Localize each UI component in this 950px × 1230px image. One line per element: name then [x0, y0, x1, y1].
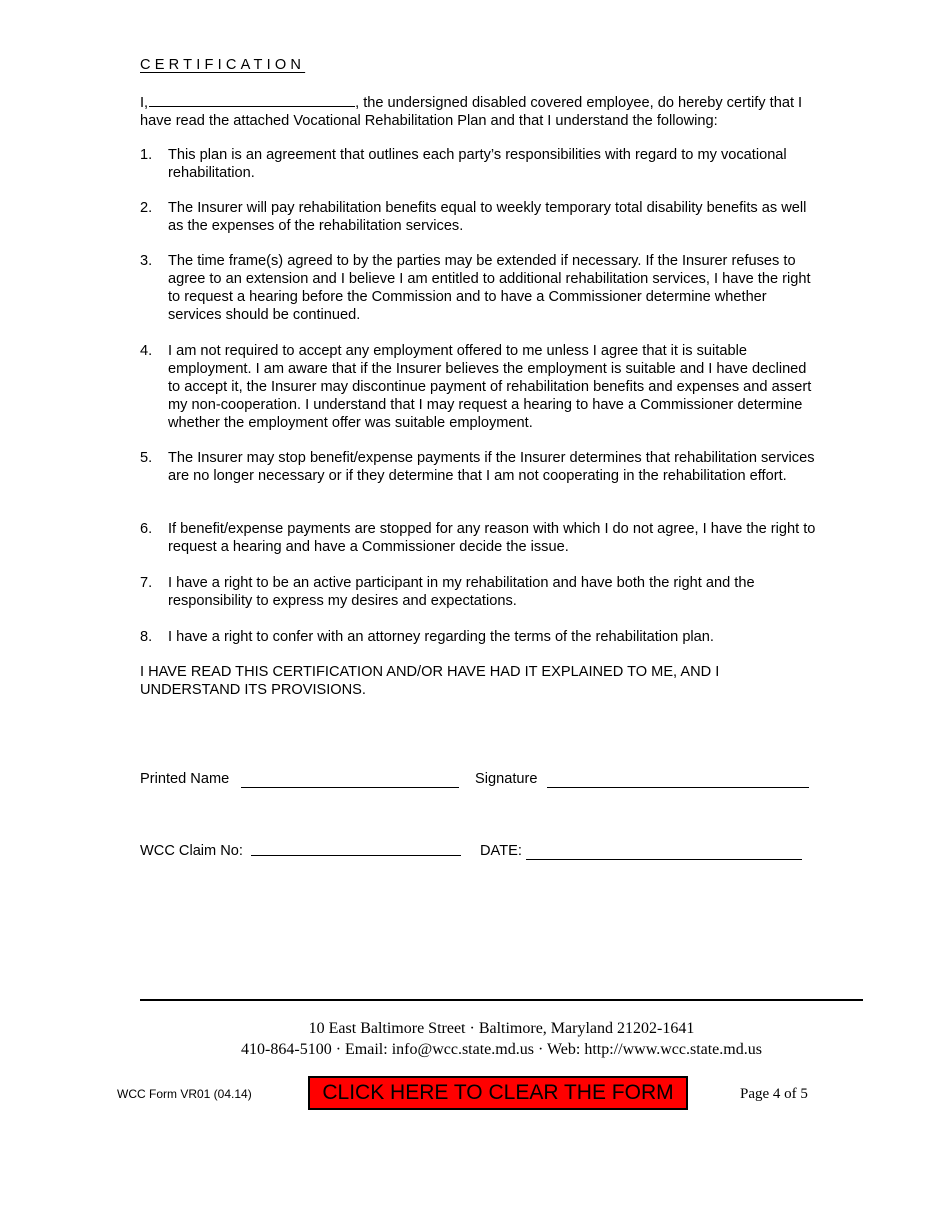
footer-contact: 410-864-5100 · Email: info@wcc.state.md.us · Web: http://www.wcc.state.md.us [241, 1041, 762, 1058]
footer-divider [140, 999, 863, 1001]
acknowledgement: I HAVE READ THIS CERTIFICATION AND/OR HAVE HAD IT EXPLAINED TO ME, AND I UNDERSTAND ITS PROVISIONS. [140, 664, 720, 698]
list-item-text: I have a right to confer with an attorney regarding the terms of the rehabilitation plan. [168, 629, 714, 645]
list-item-number: 3. [140, 253, 153, 269]
list-item-number: 8. [140, 629, 153, 645]
list-item-text: This plan is an agreement that outlines each party’s responsibilities with regard to my vocational rehabilitation. [168, 147, 787, 181]
date-field[interactable] [526, 859, 802, 860]
list-item-text: If benefit/expense payments are stopped for any reason with which I do not agree, I have the right to request a hearing and have a Commissioner decide the issue. [168, 521, 816, 555]
signature-label: Signature [475, 771, 538, 787]
intro-suffix: , the undersigned disabled covered employee, do hereby certify that I have read the attached Vocational Rehabilitation Plan and that I understand the following: [140, 95, 803, 129]
list-item-text: The Insurer will pay rehabilitation benefits equal to weekly temporary total disability benefits as well as the expenses of the rehabilitation services. [168, 200, 807, 234]
list-item-number: 4. [140, 343, 153, 359]
form-number: WCC Form VR01 (04.14) [117, 1087, 252, 1101]
list-item-text: I am not required to accept any employment offered to me unless I agree that it is suitable employment. I am aware that if the Insurer believes the employment is suitable and I have declined to accept it, the Insurer may discontinue payment of rehabilitation benefits and expenses and assert my non-cooperation. I understand that I may request a hearing to have a Commissioner determine whether the employment offer was suitable employment. [168, 343, 812, 431]
claim-no-field[interactable] [251, 855, 461, 856]
footer-address: 10 East Baltimore Street · Baltimore, Maryland 21202-1641 [308, 1020, 695, 1037]
signature-field[interactable] [547, 787, 809, 788]
list-item-text: The Insurer may stop benefit/expense payments if the Insurer determines that rehabilitation services are no longer necessary or if they determine that I am not cooperating in the rehabilitation effort. [168, 450, 815, 484]
printed-name-label: Printed Name [140, 771, 230, 787]
clear-form-button[interactable]: CLICK HERE TO CLEAR THE FORM [308, 1076, 688, 1110]
date-label: DATE: [480, 843, 522, 859]
intro-prefix: I, [140, 95, 149, 111]
list-item-number: 7. [140, 575, 153, 591]
employee-name-field[interactable] [149, 92, 355, 107]
list-item-number: 2. [140, 200, 153, 216]
printed-name-field[interactable] [241, 787, 459, 788]
list-item-text: The time frame(s) agreed to by the parties may be extended if necessary. If the Insurer refuses to agree to an extension and I believe I am entitled to additional rehabilitation services, I have the right to request a hearing before the Commission and to have a Commissioner determine whether services should be continued. [168, 253, 811, 323]
intro-paragraph [140, 92, 820, 130]
claim-no-label: WCC Claim No: [140, 843, 243, 859]
page-title: CERTIFICATION [140, 57, 306, 73]
list-item-number: 5. [140, 450, 153, 466]
list-item-text: I have a right to be an active participant in my rehabilitation and have both the right and the responsibility to express my desires and expectations. [168, 575, 755, 609]
list-item-number: 6. [140, 521, 153, 537]
page-number: Page 4 of 5 [740, 1086, 808, 1102]
list-item-number: 1. [140, 147, 153, 163]
